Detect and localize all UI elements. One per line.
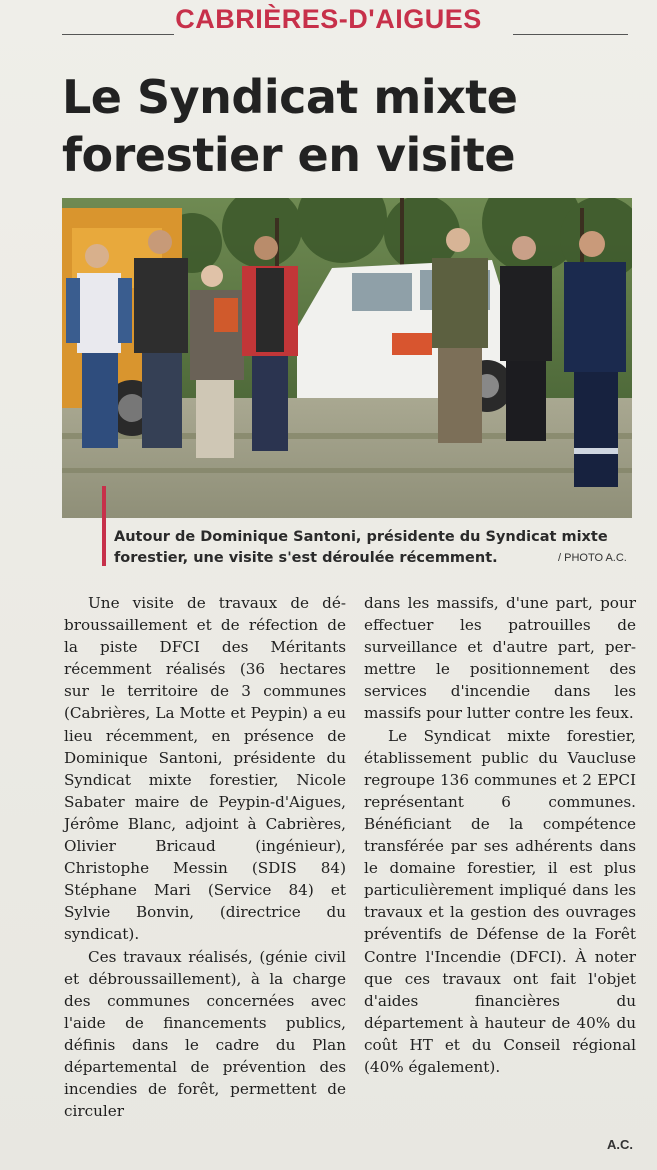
paragraph-3: Le Syndicat mixte forestier, établissement public du Vaucluse regroupe 136 communes et 2 EPCI représentant 6 communes. Bénéficiant de la compétence transférée par ses adhérents dans le domaine forestier, il est plus particulièrement impliqué dans les travaux et la gestion des ouvrages préventifs de Défense de la Forêt Contre l'Incendie (DFCI). À noter que ces travaux ont fait l'objet d'aides financières du département à hauteur de 40% du coût HT et du Conseil régional (40% également). [364,726,636,1076]
photo-caption [114,527,634,569]
photo-credit: / PHOTO A.C. [558,552,627,564]
article-column-1 [64,592,346,1122]
paragraph-2-continued: dans les massifs, d'une part, pour effectuer les patrouilles de surveillance et d'autre part, permettre le positionnement des services d'incendie dans les massifs pour lutter contre les feux. [364,594,636,723]
headline-line-2: forestier en visite [62,128,516,182]
paragraph-2: Ces travaux réalisés, (génie civil et débroussaillement), à la charge des communes concernées avec l'aide de financements publics, définis dans le cadre du Plan départemental de prévention des incendies de forêt, permettent de circuler [64,947,346,1121]
author-signature: A.C. [607,1137,633,1152]
article-photo [62,198,632,518]
photo-illustration [62,198,632,518]
paragraph-1: Une visite de travaux de débroussaillement et de réfection de la piste DFCI des Méritants récemment réalisés (36 hectares sur le territoire de 3 communes (Cabrières, La Motte et Peypin) a eu lieu récemment, en présence de Dominique Santoni, présidente du Syndicat mixte forestier, Nicole Sabater maire de Peypin-d'Aigues, Jérôme Blanc, adjoint à Cabrières, Olivier Bricaud (ingénieur), Christophe Messin (SDIS 84) Stéphane Mari (Service 84) et Sylvie Bonvin, (directrice du syndicat). [64,594,346,944]
article-headline [62,68,622,184]
caption-accent-bar [102,486,106,566]
section-rubric: CABRIÈRES-D'AIGUES [175,4,482,34]
caption-line-1: Autour de Dominique Santoni, présidente du Syndicat mixte [114,529,608,545]
caption-line-2: forestier, une visite s'est déroulée récemment. [114,550,498,566]
article-column-2 [364,592,636,1078]
headline-line-1: Le Syndicat mixte [62,70,518,124]
